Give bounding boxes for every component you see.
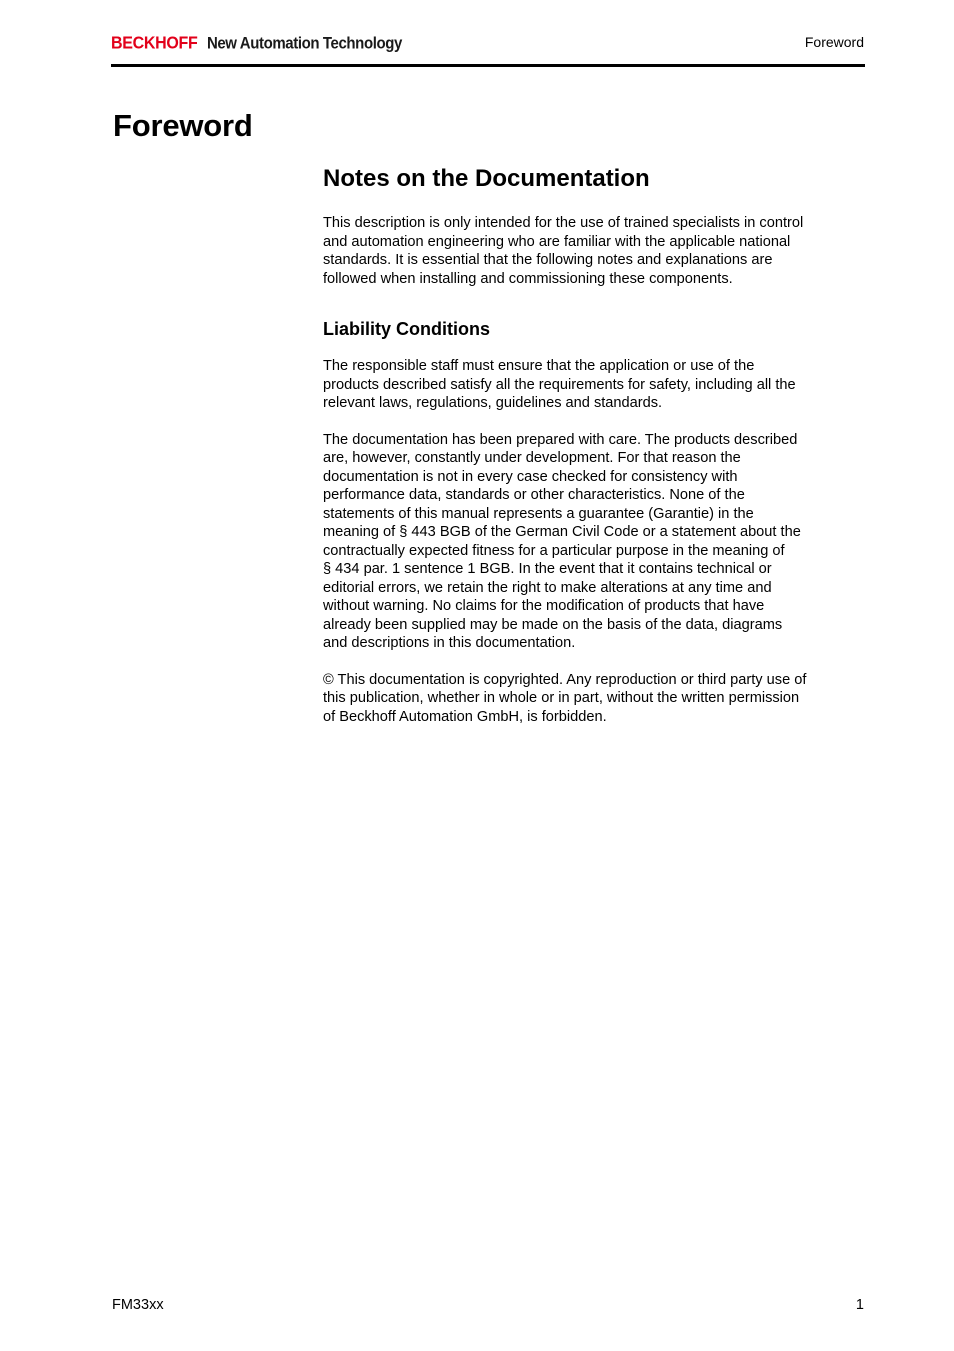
- logo-tagline: New Automation Technology: [206, 34, 402, 53]
- logo-brand: BECKHOFF: [111, 33, 198, 53]
- liability-paragraph-2: The documentation has been prepared with care. The products described are, however, constantly under development. For that reason the documentation is not in every case checked for consistency with performance data, standards or other characteristics. None of the statements of this manual represents a guarantee (Garantie) in the meaning of § 443 BGB of the German Civil Code or a statement about the contractually expected fitness for a particular purpose in the meaning of § 434 par. 1 sentence 1 BGB. In the event that it contains technical or editorial errors, we retain the right to make alterations at any time and without warning. No claims for the modification of products that have already been supplied may be made on the basis of the data, diagrams and descriptions in this documentation.: [323, 431, 801, 651]
- liability-heading: Liability Conditions: [323, 319, 490, 339]
- footer-product-name: FM33xx: [112, 1297, 164, 1313]
- liability-paragraph-1: The responsible staff must ensure that the application or use of the products described satisfy all the requirements for safety, including all the relevant laws, regulations, guidelines and standards.: [323, 358, 796, 411]
- notes-paragraph: This description is only intended for the use of trained specialists in control and automation engineering who are familiar with the applicable national standards. It is essential that the following notes and explanations are followed when installing and commissioning these components.: [323, 215, 804, 287]
- footer-page-number: 1: [855, 1297, 864, 1313]
- copyright-paragraph: © This documentation is copyrighted. Any reproduction or third party use of this publication, whether in whole or in part, without the written permission of Beckhoff Automation GmbH, is forbidden.: [323, 671, 807, 725]
- chapter-title: Foreword: [113, 108, 253, 143]
- main-content: [323, 163, 863, 744]
- beckhoff-logo: [111, 35, 402, 53]
- header-section-title: Foreword: [804, 34, 864, 50]
- notes-heading: Notes on the Documentation: [323, 165, 650, 192]
- page-header: [111, 30, 865, 67]
